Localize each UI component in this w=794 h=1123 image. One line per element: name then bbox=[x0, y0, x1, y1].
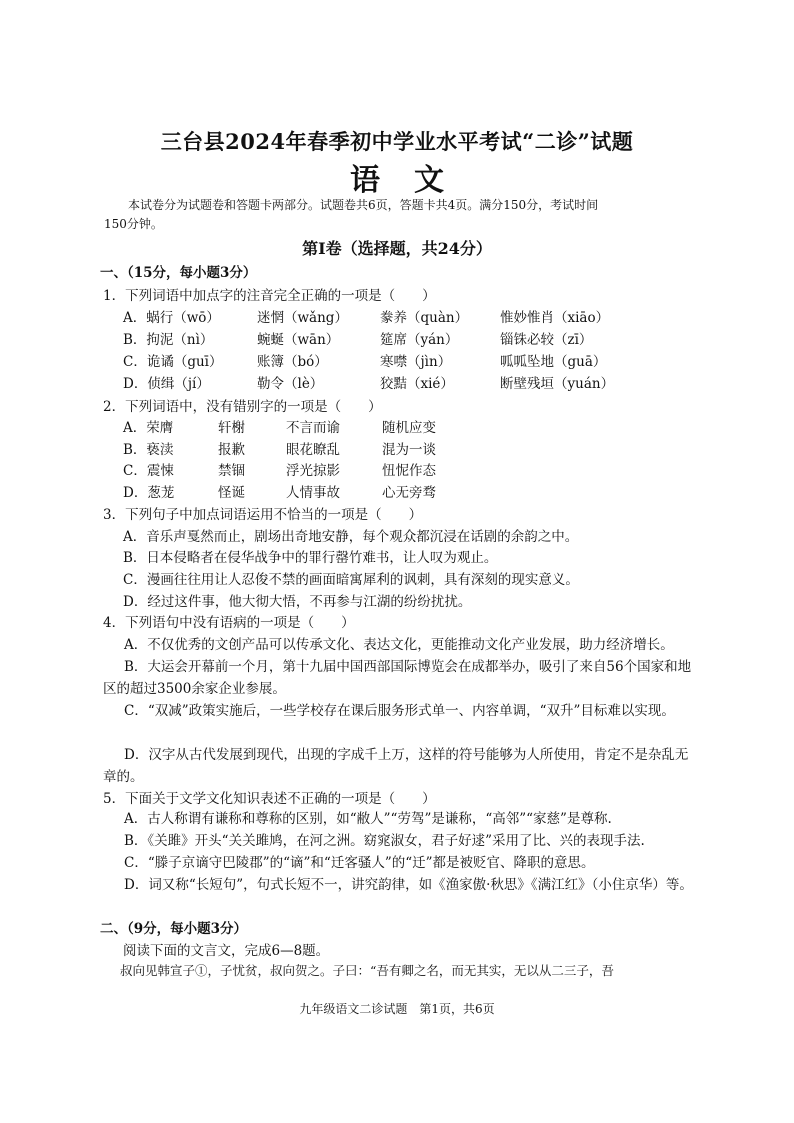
q2-c-1: C．震悚 bbox=[123, 463, 174, 479]
q4-option-a: A．不仅优秀的文创产品可以传承文化、表达文化，更能推动文化产业发展，助力经济增长。 bbox=[124, 637, 674, 653]
q4-stem: 4．下列语句中没有语病的一项是（ ） bbox=[103, 615, 355, 631]
q2-d-2: 怪诞 bbox=[218, 485, 245, 501]
q1-c-2: 账簿（bó） bbox=[257, 354, 328, 370]
subject-title: 语文 bbox=[350, 163, 478, 198]
q4-option-c: C．“双减”政策实施后，一些学校存在课后服务形式单一、内容单调，“双升”目标难以实现。 bbox=[124, 703, 675, 719]
q1-d-3: 狡黠（xié） bbox=[380, 376, 454, 392]
q1-b-3: 筵席（yán） bbox=[380, 332, 459, 348]
q2-a-1: A．荣膺 bbox=[123, 420, 174, 436]
exam-intro-line2: 150分钟。 bbox=[104, 217, 163, 231]
q3-option-a: A．音乐声戛然而止，剧场出奇地安静，每个观众都沉浸在话剧的余韵之中。 bbox=[123, 529, 579, 545]
exam-intro-line1: 本试卷分为试题卷和答题卡两部分。试题卷共6页，答题卡共4页。满分150分，考试时间 bbox=[128, 198, 599, 212]
q4-option-b: B．大运会开幕前一个月，第十九届中国西部国际博览会在成都举办，吸引了来自56个国家和地区的超过3500余家企业参展。 bbox=[103, 659, 692, 697]
q2-d-1: D．葱茏 bbox=[123, 485, 175, 501]
page-footer: 九年级语文二诊试题 第1页，共6页 bbox=[299, 1002, 495, 1016]
q5-option-b: B．《关雎》开头“关关雎鸠，在河之洲。窈窕淑女，君子好逑”采用了比、兴的表现手法. bbox=[124, 833, 645, 849]
q5-option-a: A．古人称谓有谦称和尊称的区别，如“敝人”“劳驾”是谦称，“高邻”“家慈”是尊称. bbox=[124, 811, 612, 827]
q1-a-3: 豢养（quàn） bbox=[380, 310, 469, 326]
q1-c-3: 寒噤（jìn） bbox=[380, 354, 452, 370]
q3-stem: 3．下列句子中加点词语运用不恰当的一项是（ ） bbox=[103, 507, 423, 523]
q2-a-4: 随机应变 bbox=[382, 420, 436, 436]
q4-option-d: D．汉字从古代发展到现代，出现的字成千上万，这样的符号能够为人所使用，肯定不是杂乱无章的。 bbox=[103, 747, 689, 785]
section2-heading: 二、（9分，每小题3分） bbox=[100, 921, 248, 937]
q2-b-2: 报歉 bbox=[218, 442, 245, 458]
q5-option-c: C．“滕子京谪守巴陵郡”的“谪”和“迁客骚人”的“迁”都是被贬官、降职的意思。 bbox=[124, 855, 595, 871]
q2-b-3: 眼花瞭乱 bbox=[286, 442, 340, 458]
q1-a-2: 迷惘（wǎng） bbox=[257, 310, 348, 326]
section1-heading: 一、（15分，每小题3分） bbox=[100, 265, 257, 281]
q2-stem: 2．下列词语中，没有错别字的一项是（ ） bbox=[103, 399, 382, 415]
part1-heading: 第Ⅰ卷（选择题，共24分） bbox=[302, 239, 492, 258]
classical-text: 叔向见韩宣子①，子忧贫，叔向贺之。子曰：“吾有卿之名，而无其实，无以从二三子，吾 bbox=[120, 963, 614, 978]
q2-a-2: 轩榭 bbox=[218, 420, 245, 436]
q2-a-3: 不言而谕 bbox=[286, 420, 340, 436]
exam-title: 三台县2024年春季初中学业水平考试“二诊”试题 bbox=[160, 129, 634, 154]
q1-b-1: B．拘泥（nì） bbox=[123, 332, 214, 348]
q2-d-4: 心无旁骛 bbox=[382, 485, 436, 501]
q2-b-4: 混为一谈 bbox=[382, 442, 436, 458]
q1-a-1: A．蜗行（wō） bbox=[123, 310, 220, 326]
q5-stem: 5．下面关于文学文化知识表述不正确的一项是（ ） bbox=[103, 791, 436, 807]
q2-c-3: 浮光掠影 bbox=[286, 463, 340, 479]
q2-c-4: 忸怩作态 bbox=[382, 463, 436, 479]
q3-option-c: C．漫画往往用让人忍俊不禁的画面暗寓犀利的讽刺，具有深刻的现实意义。 bbox=[123, 572, 579, 588]
q1-d-2: 勒令（lè） bbox=[257, 376, 324, 392]
section2-instruction: 阅读下面的文言文，完成6—8题。 bbox=[123, 943, 330, 959]
q1-b-2: 蜿蜒（wān） bbox=[257, 332, 340, 348]
q3-option-b: B．日本侵略者在侵华战争中的罪行罄竹难书，让人叹为观止。 bbox=[123, 550, 498, 566]
q1-d-1: D．侦缉（jí） bbox=[123, 376, 210, 392]
q2-c-2: 禁锢 bbox=[218, 463, 245, 479]
q1-c-4: 呱呱坠地（guā） bbox=[500, 354, 607, 370]
q3-option-d: D．经过这件事，他大彻大悟，不再参与江湖的纷纷扰扰。 bbox=[123, 594, 472, 610]
q5-option-d: D．词又称“长短句”，句式长短不一，讲究韵律，如《渔家傲·秋思》《满江红》（小住京华）等。 bbox=[124, 877, 693, 893]
q1-c-1: C．诡谲（guī） bbox=[123, 354, 223, 370]
q1-stem: 1．下列词语中加点字的注音完全正确的一项是（ ） bbox=[103, 288, 436, 304]
q1-a-4: 惟妙惟肖（xiāo） bbox=[500, 310, 610, 326]
q1-b-4: 锱铢必较（zī） bbox=[500, 332, 593, 348]
q2-b-1: B．亵渎 bbox=[123, 442, 174, 458]
q2-d-3: 人情事故 bbox=[286, 485, 340, 501]
q1-d-4: 断壁残垣（yuán） bbox=[500, 376, 615, 392]
